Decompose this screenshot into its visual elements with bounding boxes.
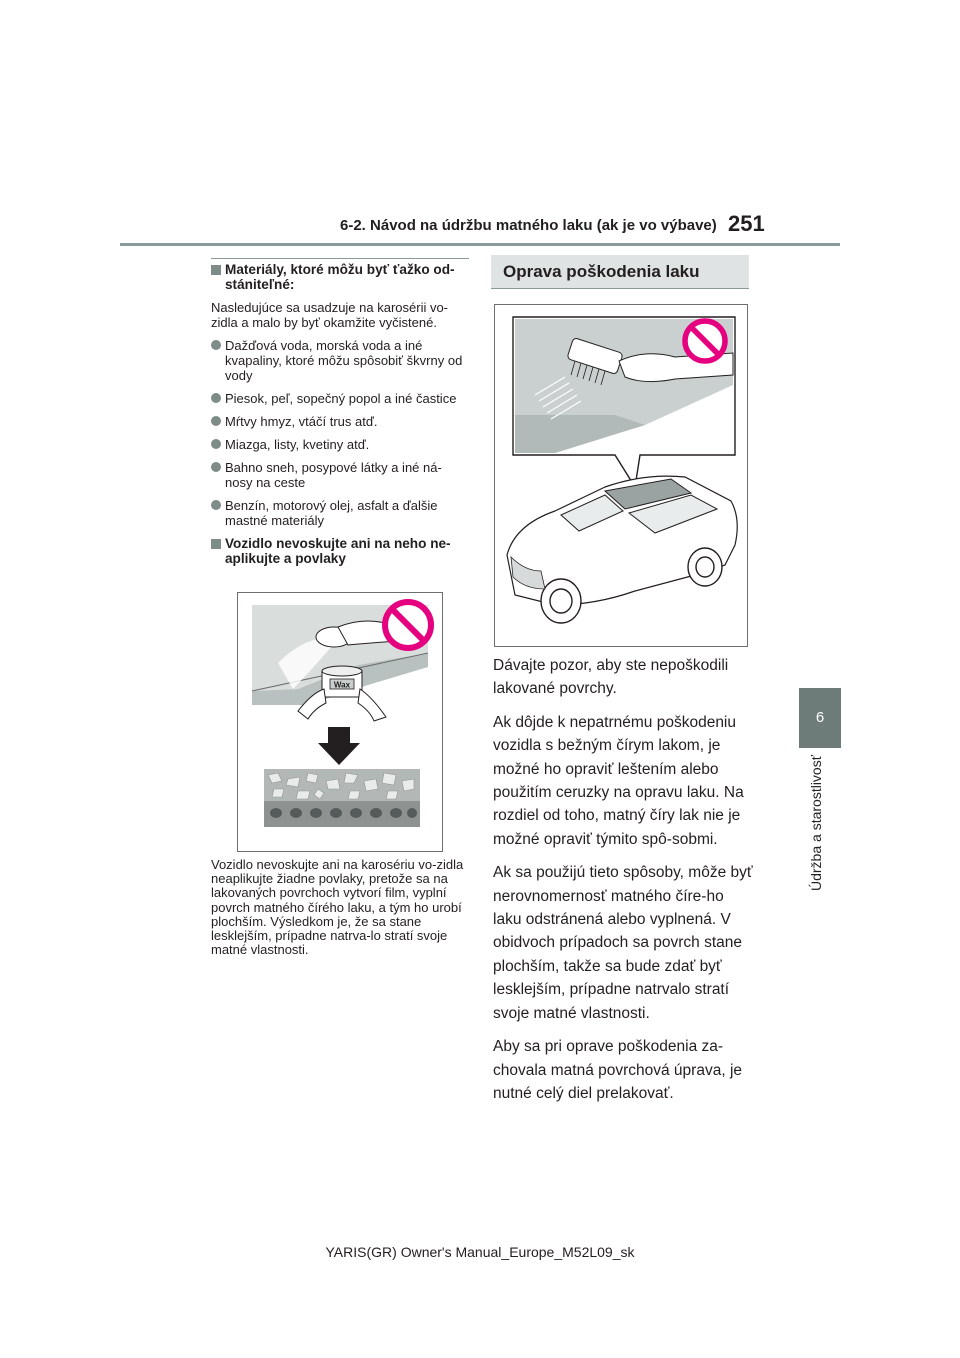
repair-paragraph: Ak sa použijú tieto spôsoby, môže byť nerovnomernosť matného číre-ho laku odstránená alebo vyplnená. V obidvoch prípadoch sa povrch stane plochším, takže sa bude zdať byť lesklejším, prípadne natrvalo stratí svoje matné vlastnosti. <box>493 864 753 1022</box>
list-item: Piesok, peľ, sopečný popol a iné častice <box>211 391 469 406</box>
repair-paragraph: Dávajte pozor, aby ste nepoškodili lakované povrchy. <box>493 657 729 698</box>
repair-body <box>493 654 755 1115</box>
repair-paragraph: Aby sa pri oprave poškodenia za-chovala matná povrchová úprava, je nutné celý diel prelakovať. <box>493 1038 743 1102</box>
prohibition-icon <box>685 321 725 361</box>
wax-illustration <box>237 592 443 852</box>
list-item: Mŕtvy hmyz, vtáčí trus atď. <box>211 414 469 429</box>
list-item: Dažďová voda, morská voda a iné kvapaliny, ktoré môžu spôsobiť škvrny od vody <box>211 338 469 383</box>
page-number: 251 <box>728 211 765 236</box>
section-title: 6-2. Návod na údržbu matného laku (ak je vo výbave) <box>340 217 717 234</box>
chapter-label: Údržba a starostlivosť <box>808 755 824 891</box>
left-column <box>211 262 469 566</box>
repair-heading: Oprava poškodenia laku <box>503 262 700 281</box>
down-arrow-icon <box>318 727 360 765</box>
car-illustration <box>494 304 748 647</box>
wax-caption: Vozidlo nevoskujte ani na karosériu vo-zidla neaplikujte žiadne povlaky, pretože sa na lakovaných povrchoch vytvorí film, vyplní povrch matného čírého laku, a tým ho urobí plochším. Výsledkom je, že sa stane lesklejším, prípadne natrva-lo stratí svoje matné vlastnosti. <box>211 857 464 958</box>
no-wax-heading: Vozidlo nevoskujte ani na neho ne-aplikujte a povlaky <box>211 536 469 566</box>
repair-paragraph: Ak dôjde k nepatrnému poškodeniu vozidla s bežným čírym lakom, je možné ho opraviť leštením alebo použitím ceruzky na opravu laku. Na rozdiel od toho, matný číry lak nie je možné opraviť týmito spô-sobmi. <box>493 713 744 848</box>
left-top-rule <box>211 258 469 259</box>
list-item: Bahno sneh, posypové látky a iné ná-nosy na ceste <box>211 460 469 490</box>
materials-heading: Materiály, ktoré môžu byť ťažko od-stániteľné: <box>211 262 469 292</box>
repair-heading-rule <box>491 288 749 289</box>
chapter-tab: 6 <box>799 688 841 748</box>
header-divider <box>120 243 840 246</box>
prohibition-icon <box>385 602 431 648</box>
materials-intro: Nasledujúce sa usadzuje na karosérii vo-zidla a malo by byť okamžite vyčistené. <box>211 300 449 330</box>
list-item: Miazga, listy, kvetiny atď. <box>211 437 469 452</box>
manual-footer: YARIS(GR) Owner's Manual_Europe_M52L09_sk <box>325 1244 635 1260</box>
list-item: Benzín, motorový olej, asfalt a ďalšie mastné materiály <box>211 498 469 528</box>
wax-label: Wax <box>333 680 351 690</box>
repair-heading-box <box>491 255 749 288</box>
